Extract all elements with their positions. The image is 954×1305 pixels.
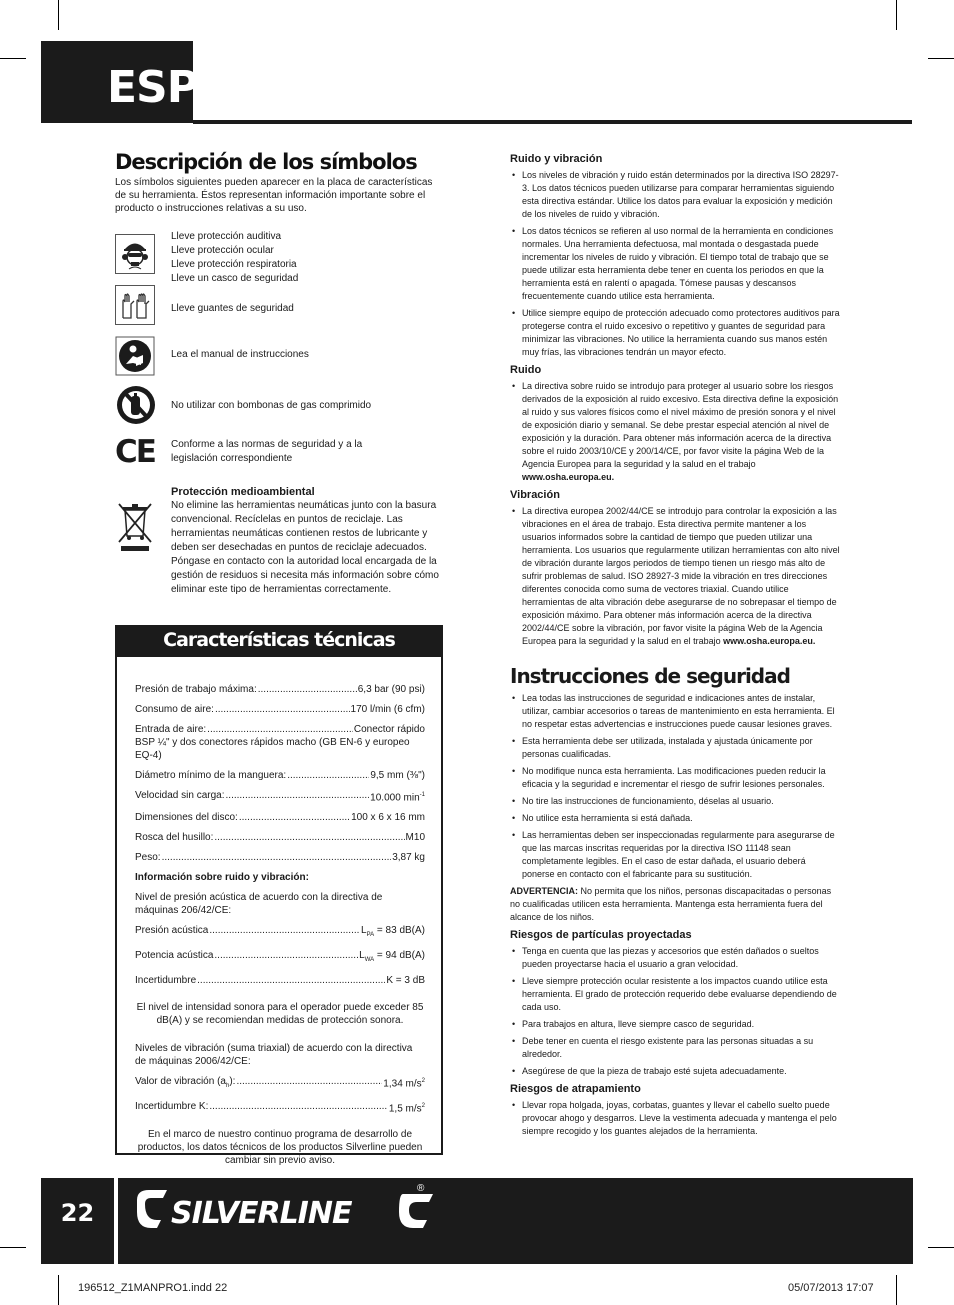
gloves-icon: [115, 285, 155, 325]
spec-value: 9,5 mm (⅜"): [370, 770, 425, 781]
spec-row: [135, 703, 425, 716]
spec-row: [135, 831, 425, 844]
symbol-environment: [115, 485, 445, 597]
spec-sub: PA: [366, 932, 375, 939]
list-item: • Lea todas las instrucciones de seguridad e indicaciones antes de instalar, utilizar, cambiar accesorios o tareas de mantenimiento en esta herramienta. El no respetar estas advertencias e instrucciones puede causar lesiones graves.: [510, 692, 840, 731]
spec-row: [135, 924, 425, 942]
symbols-title: Descripción de los símbolos: [115, 150, 417, 174]
spec-row: [135, 683, 425, 696]
list-item: [510, 380, 840, 484]
spec-value: 1,5 m/s: [388, 1103, 422, 1115]
ce-label: Conforme a las normas de seguridad y a la: [171, 439, 363, 450]
spec-row: [135, 1075, 425, 1093]
list-item: • Para trabajos en altura, lleve siempre casco de seguridad.: [510, 1018, 840, 1031]
spec-value: 3,87 kg: [392, 852, 425, 864]
spec-key: Peso:: [135, 852, 161, 864]
osha-link[interactable]: www.osha.europa.eu.: [723, 636, 816, 646]
env-body: No elimine las herramientas neumáticas junto con la basura convencional. Recíclelas en puntos de reciclaje. Las herramientas neumáticas contienen restos de lubricante y deben ser desechadas en puntos de reciclaje adecuados. Póngase en contacto con la autoridad local encargada de la gestión de residuos si necesita más información sobre cómo eliminar este tipo de herramientas correctamente.: [171, 500, 439, 595]
spec-key: Rosca del husillo:: [135, 832, 214, 844]
ppe-icon: [115, 234, 155, 274]
symbols-section: [115, 150, 445, 595]
page-footer: [41, 1178, 913, 1264]
spec-row: [135, 789, 425, 804]
safety-list: [510, 692, 840, 881]
list-item: • Llevar ropa holgada, joyas, corbatas, guantes y llevar el cabello suelto puede provocar ahogo y desgarros. Lleve la vestimenta adecuada y mantenga el pelo siempre recogido y los guantes alejados de la herramienta.: [510, 1099, 840, 1138]
noise-list: [510, 380, 840, 484]
language-tab: ESP: [41, 41, 193, 123]
header-rule: [193, 120, 912, 124]
noise-vibration-title: Ruido y vibración: [510, 153, 603, 165]
symbol-gas: [115, 384, 445, 426]
vibration-text: La directiva europea 2002/44/CE se introdujo para controlar la exposición a las vibraciones en el área de trabajo. Esta directiva permite mantener a los usuarios informados sobre la cantidad de tiempo que pueden utilizar una herramienta. Los usuarios que regularmente utilizan herramientas con alto nivel de vibración durante largos periodos de tiempo tienen un riesgo más alto de sufrir problemas de salud. ISO 28927-3 mide la vibración en tres direcciones diferentes conocida como suma de vectores triaxial. Cuando utilice herramientas de alta vibración debe asegurarse de no sobrepasar el tiempo de exposición máximo. Para obtener más información acerca de la directiva 2002/44/CE sobre la vibración, por favor visite la página Web de la Agencia Europea para la seguridad y la salud en el trabajo: [522, 506, 840, 646]
spec-value: Conector rápido: [353, 724, 425, 735]
symbols-intro: Los símbolos siguientes pueden aparecer en la placa de características de su herramienta. Éstos representan información importante sobre el producto o instrucciones relativas a su uso.: [115, 177, 433, 214]
ppe-line: Lleve protección respiratoria: [171, 259, 297, 270]
crop-mark: [58, 0, 59, 30]
list-item: • No utilice esta herramienta si está dañada.: [510, 812, 840, 825]
spec-value: 170 l/min (6 cfm): [350, 704, 425, 715]
list-item: • Las herramientas deben ser inspeccionadas regularmente para asegurarse de que las marcas inscritas requeridas por la directiva ISO 11148 sean completamente legibles. En el caso de estar dañada, el usuario deberá ponerse en contacto con el fabricante para su sustitución.: [510, 829, 840, 881]
slug-date: 05/07/2013 17:07: [788, 1282, 874, 1294]
spec-value: = 94 dB(A): [374, 950, 425, 962]
footer-divider: [114, 1178, 118, 1264]
right-column: [510, 152, 840, 1142]
noise-title: Ruido: [510, 364, 542, 376]
vibration-level-text: Niveles de vibración (suma triaxial) de acuerdo con la directiva de máquinas 2006/42/CE:: [135, 1043, 413, 1068]
list-item: • Asegúrese de que la pieza de trabajo esté sujeta adecuadamente.: [510, 1065, 840, 1078]
noise-vibration-list: [510, 169, 840, 359]
symbol-gloves: [115, 285, 445, 327]
spec-value: 6,3 bar (90 psi): [357, 684, 425, 695]
entrapment-list: [510, 1099, 840, 1138]
spec-value: L: [361, 925, 367, 937]
spec-value: L: [359, 950, 365, 962]
manual-label: Lea el manual de instrucciones: [171, 349, 309, 360]
list-item: • Esta herramienta debe ser utilizada, instalada y ajustada únicamente por personas cualificadas.: [510, 735, 840, 761]
spec-value: K = 3 dB: [386, 975, 425, 987]
vibration-title: Vibración: [510, 489, 560, 501]
spec-row: [135, 851, 425, 864]
spec-key: Velocidad sin carga:: [135, 790, 225, 801]
symbol-ppe: [115, 231, 445, 284]
slug-file: 196512_Z1MANPRO1.indd 22: [78, 1282, 228, 1294]
spec-row: [135, 769, 425, 782]
spec-key: Potencia acústica: [135, 950, 214, 962]
noise-text: La directiva sobre ruido se introdujo para proteger al usuario sobre los riesgos derivados de la exposición al ruido excesivo. Esta directiva define la exposición al ruido y sus valores físicos como el nivel máximo de presión sonora y el nivel de exposición diario y semanal. Se debe prestar especial atención al nivel de exposición y la duración. Para obtener más información acerca de la directiva sobre el ruido 2003/10/CE y 200/14/CE, por favor visite la página Web de la Agencia Europea para la seguridad y la salud en el trabajo: [522, 381, 839, 469]
spec-value: 10.000 min: [370, 792, 420, 804]
silverline-logo: [133, 1186, 473, 1241]
noise-level-text: Nivel de presión acústica de acuerdo con la directiva de máquinas 206/42/CE:: [135, 892, 383, 917]
manual-icon: [115, 336, 155, 376]
list-item: • Tenga en cuenta que las piezas y accesorios que estén dañados o sueltos pueden proyectarse hacia el usuario a gran velocidad.: [510, 945, 840, 971]
ce-label: legislación correspondiente: [171, 453, 293, 464]
spec-sub: h: [225, 1083, 230, 1090]
ppe-line: Lleve protección ocular: [171, 245, 274, 256]
crop-mark: [928, 58, 954, 59]
gas-label: No utilizar con bombonas de gas comprimido: [171, 400, 372, 411]
spec-sup: -1: [419, 792, 425, 798]
crop-mark: [896, 0, 897, 30]
symbol-ce: [115, 434, 445, 474]
list-item: • Lleve siempre protección ocular resistente a los impactos cuando utilice esta herramienta. El grado de protección requerido debe evaluarse dependiendo de cada uso.: [510, 975, 840, 1014]
spec-key: Incertidumbre: [135, 975, 197, 987]
spec-continuation: BSP ¼" y dos conectores rápidos macho (GB EN-6 y europeo EQ-4): [135, 737, 410, 761]
spec-sup: 2: [421, 1078, 425, 1085]
spec-value: 100 x 6 x 16 mm: [351, 812, 425, 824]
warning-paragraph: [510, 885, 840, 924]
symbol-manual: [115, 336, 445, 376]
spec-key: Valor de vibración (a: [135, 1076, 226, 1088]
spec-row: [135, 723, 425, 736]
list-item: [510, 505, 840, 648]
list-item: • Utilice siempre equipo de protección adecuado como protectores auditivos para protegerse contra el ruido excesivo o repetitivo y guantes de seguridad para minimizar las vibraciones. No utilice la herramienta cuando sus manos estén muy frías, las vibraciones tendrán un mayor efecto.: [510, 307, 840, 359]
spec-sup: 2: [421, 1103, 425, 1110]
crop-mark: [896, 1275, 897, 1305]
crop-mark: [0, 58, 26, 59]
crop-mark: [928, 1247, 954, 1248]
osha-link[interactable]: www.osha.europa.eu.: [522, 472, 615, 482]
spec-row: [135, 974, 425, 987]
vibration-list: [510, 505, 840, 648]
list-item: • No tire las instrucciones de funcionamiento, déselas al usuario.: [510, 795, 840, 808]
crop-mark: [0, 1247, 26, 1248]
tech-title: Características técnicas: [115, 625, 443, 655]
spec-key: Presión de trabajo máxima:: [135, 684, 257, 695]
spec-key: Dimensiones del disco:: [135, 812, 238, 824]
warning-label: ADVERTENCIA:: [510, 886, 579, 896]
ce-icon: CE: [115, 434, 155, 470]
crop-mark: [58, 1275, 59, 1305]
spec-key: Consumo de aire:: [135, 704, 214, 715]
spec-sub: WA: [364, 957, 375, 964]
tech-specs-box: [115, 655, 443, 1166]
noise-note: El nivel de intensidad sonora para el operador puede exceder 85 dB(A) y se recomiendan medidas de protección sonora.: [136, 1002, 424, 1027]
spec-key: Diámetro mínimo de la manguera:: [135, 770, 287, 781]
list-item: • Los niveles de vibración y ruido están determinados por la directiva ISO 28297-3. Los datos técnicos pueden utilizarse para comparar herramientas siguiendo esta directiva estándar. Utilice los datos para evaluar la exposición y medición de los niveles de ruido y vibración.: [510, 169, 840, 221]
warning-text: No permita que los niños, personas discapacitadas o personas no cualificadas utilicen esta herramienta. Mantenga esta herramienta fuera del alcance de los niños.: [510, 886, 832, 922]
projected-list: [510, 945, 840, 1078]
ppe-line: Lleve un casco de seguridad: [171, 273, 299, 284]
spec-value: 1,34 m/s: [383, 1078, 422, 1090]
spec-key: Entrada de aire:: [135, 724, 207, 735]
spec-row: [135, 811, 425, 824]
noise-heading: Información sobre ruido y vibración:: [135, 872, 309, 884]
projected-title: Riesgos de partículas proyectadas: [510, 929, 692, 941]
spec-row: [135, 1100, 425, 1115]
list-item: • No modifique nunca esta herramienta. Las modificaciones pueden reducir la eficacia y la seguridad e incrementar el riesgo de sufrir lesiones personales.: [510, 765, 840, 791]
list-item: • Los datos técnicos se refieren al uso normal de la herramienta en condiciones normales. Una herramienta defectuosa, mal montada o desgastada puede incrementar los niveles de ruido y vibración. El tiempo total de trabajo que se puede utilizar esta herramienta debe tener en cuenta los periodos en que la herramienta está en ralentí o apagada. Tómese pausas y descansos frecuentemente cuando utilice esta herramienta.: [510, 225, 840, 303]
spec-key: Incertidumbre K:: [135, 1101, 209, 1113]
list-item: • Debe tener en cuenta el riesgo existente para las personas situadas a su alrededor.: [510, 1035, 840, 1061]
weee-bin-icon: [115, 500, 155, 552]
safety-title: Instrucciones de seguridad: [510, 664, 790, 688]
spec-key: ):: [229, 1076, 236, 1088]
svg-text:SILVERLINE: SILVERLINE: [171, 1196, 352, 1231]
spec-row: [135, 949, 425, 967]
gloves-label: Lleve guantes de seguridad: [171, 303, 294, 314]
registered-mark: ®: [417, 1183, 425, 1194]
entrapment-title: Riesgos de atrapamiento: [510, 1083, 641, 1095]
page-number: 22: [60, 1199, 95, 1227]
tech-footer-note: En el marco de nuestro continuo programa de desarrollo de productos, los datos técnicos de los productos Silverline pueden cambiar sin previo aviso.: [137, 1128, 423, 1166]
no-gas-icon: [115, 384, 157, 426]
env-title: Protección medioambiental: [171, 486, 315, 498]
spec-value: = 83 dB(A): [374, 925, 425, 937]
spec-key: Presión acústica: [135, 925, 209, 937]
spec-value: M10: [405, 832, 425, 844]
ppe-line: Lleve protección auditiva: [171, 231, 282, 242]
